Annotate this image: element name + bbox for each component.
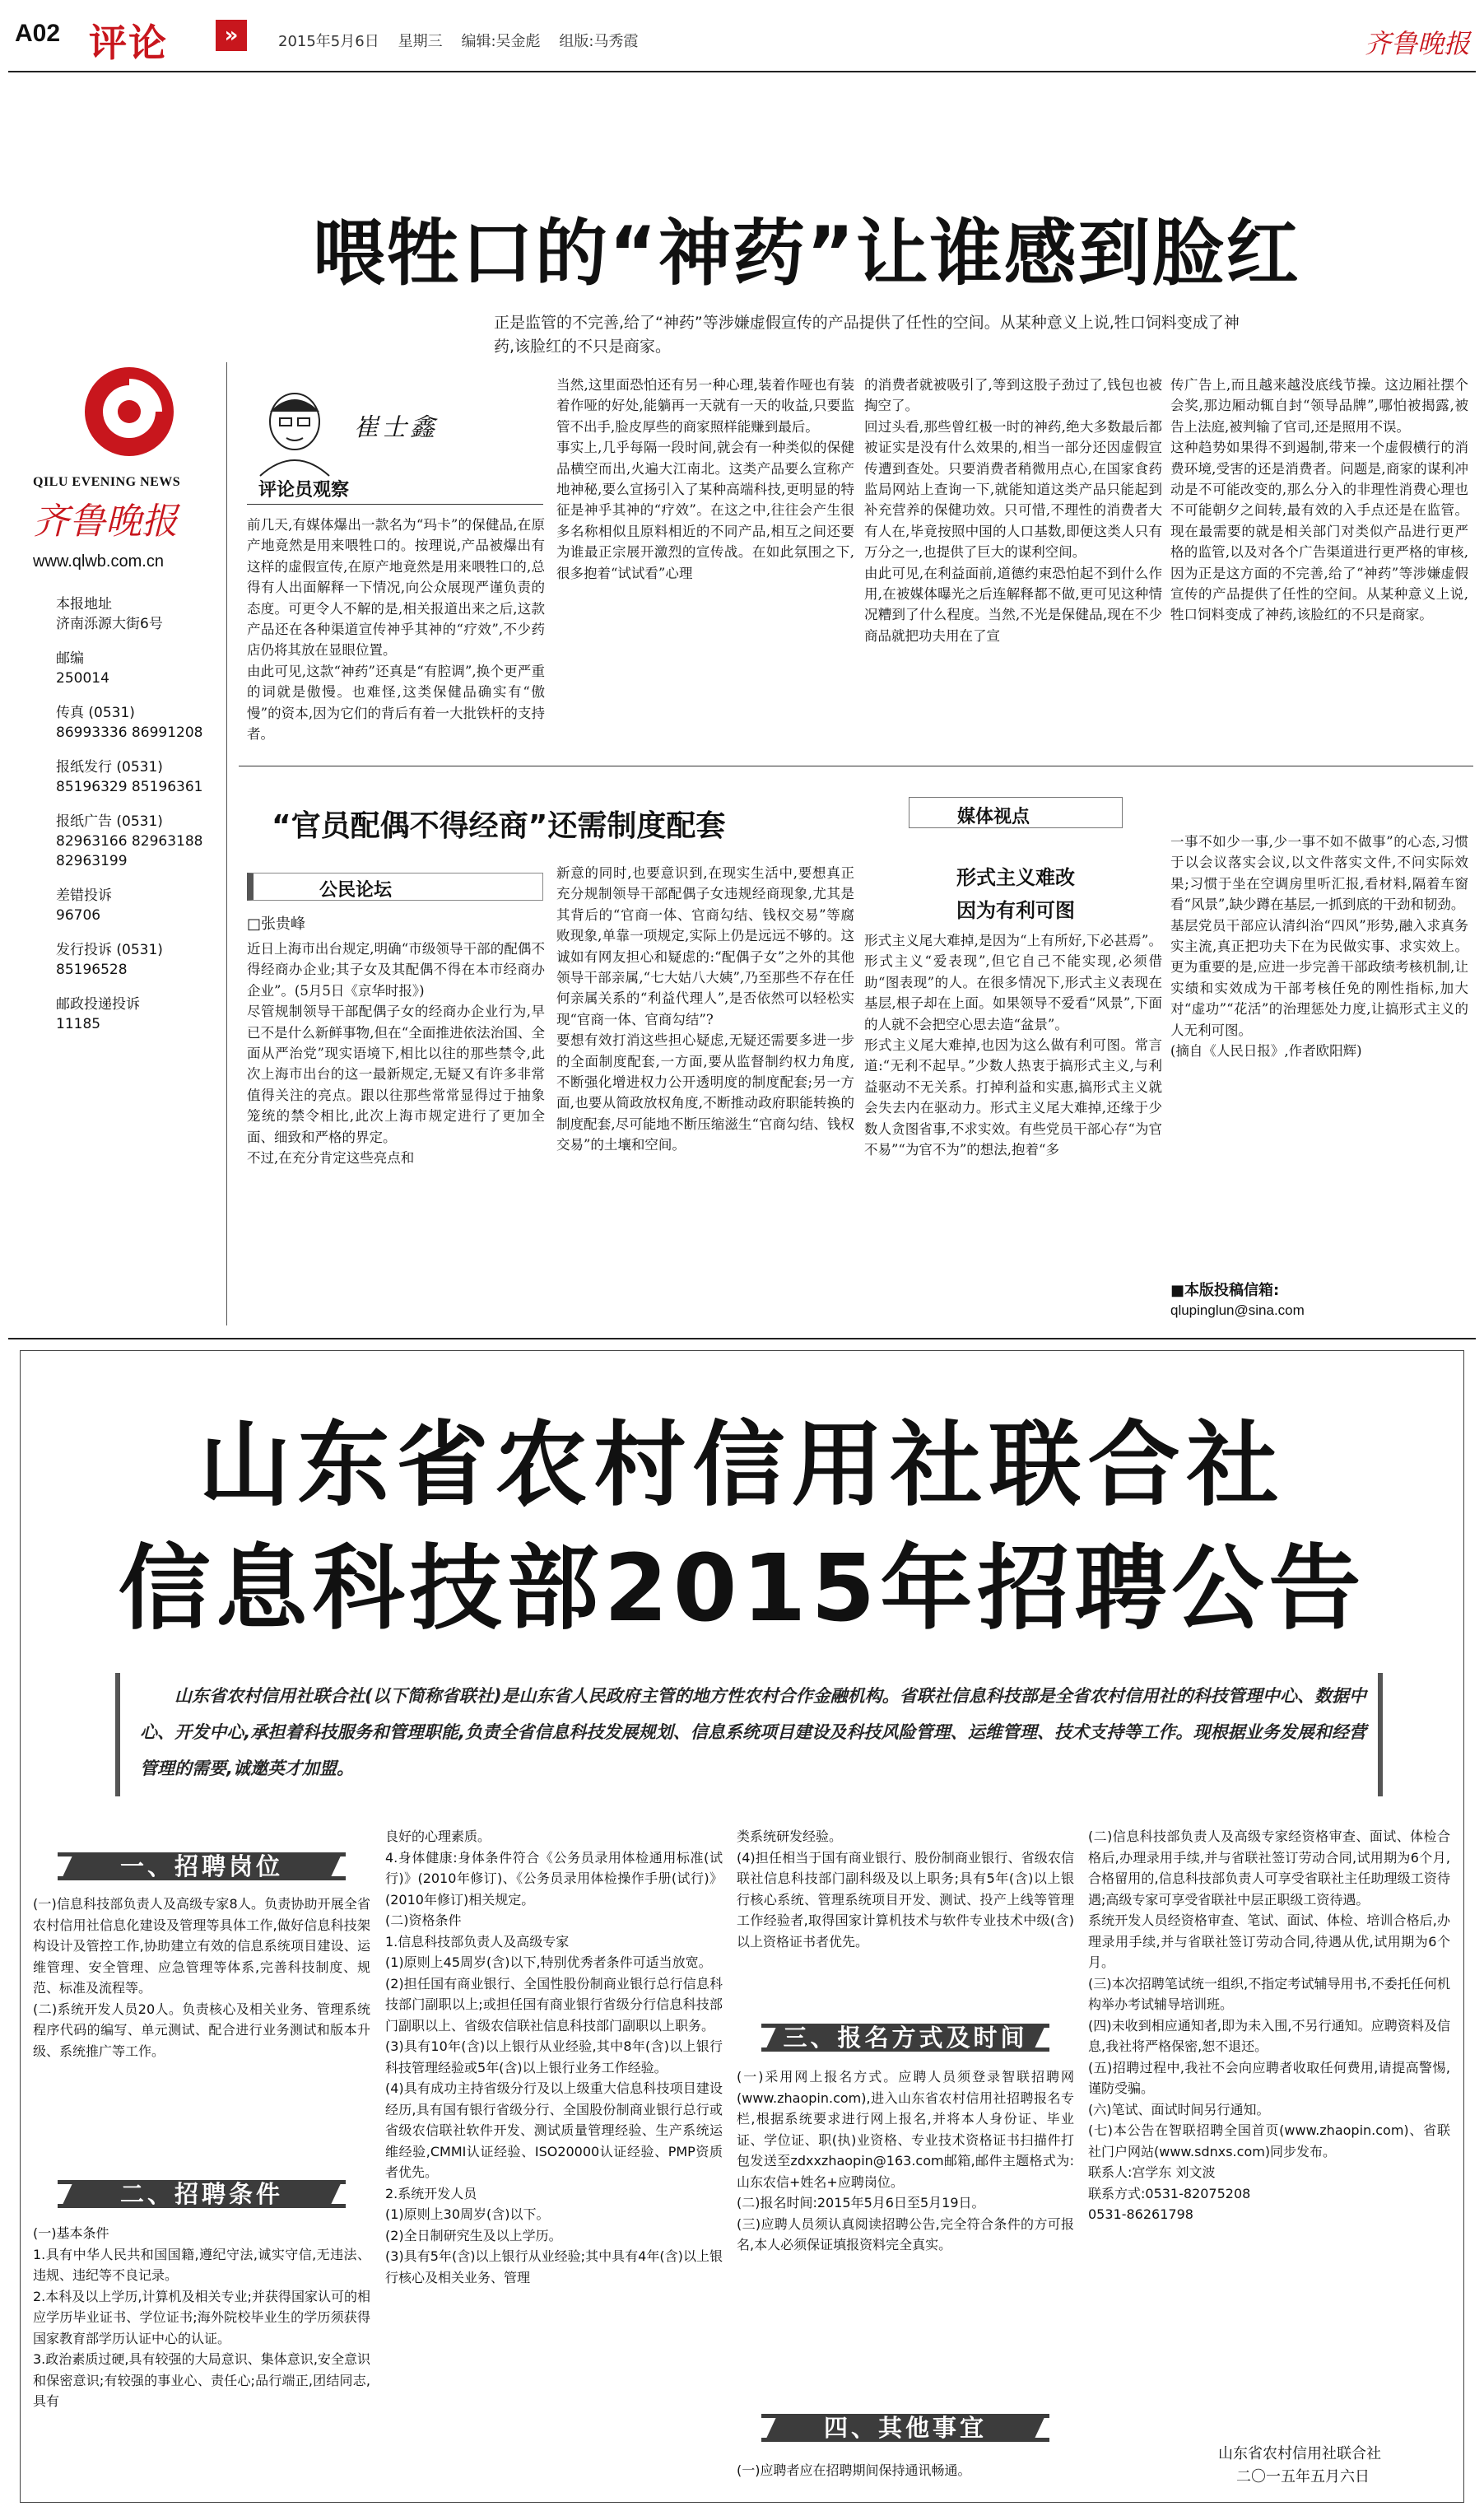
- page-header: [0, 0, 1484, 74]
- ad-col1-part2: (一)基本条件 1.具有中华人民共和国国籍,遵纪守法,诚实守信,无违法、违规、违纪等不良记录。 2.本科及以上学历,计算机及相关专业;并获得国家认可的相应学历毕业证书、学位证书;海外院校毕业生的学历须获得国家教育部学历认证中心的认证。 3.政治素质过硬,具有较强的大局意识、集体意识,安全意识和保密意识;有较强的事业心、责任心;品行端正,团结同志,具有: [33, 2225, 370, 2409]
- paper-name-en: QILU EVENING NEWS: [33, 475, 181, 489]
- header-logo: 齐鲁晚报: [1365, 28, 1471, 59]
- article3-col1: 形式主义尾大难掉,是因为“上有所好,下必甚焉”。形式主义“爱表现”,但它自己不能实现,必须借助“图表现”的人。在很多情况下,形式主义表现在基层,根子却在上面。如果领导不爱看“风景”,下面的人就不会把空心思去造“盆景”。 形式主义尾大难掉,也因为这么做有利可图。常言道:“无利不起早。”少数人热衷于搞形式主义,与利益驱动不无关系。打掉利益和实惠,搞形式主义就会失去内在驱动力。形式主义尾大难掉,还缘于少数人贪图省事,不求实效。有些党员干部心存“为官不易”“为官不为”的想法,抱着“多: [864, 933, 1162, 1158]
- ad-intro-box: [115, 1673, 1383, 1796]
- article3-column-label: 媒体视点: [909, 797, 1123, 828]
- paper-url: www.qlwb.com.cn: [33, 552, 164, 571]
- ad-signature: 山东省农村信用社联合社: [1218, 2445, 1381, 2462]
- section-divider: [8, 1338, 1476, 1339]
- article3-col2: 一事不如少一事,少一事不如不做事”的心态,习惯于以会议落实会议,以文件落实文件,不问实际效果;习惯于坐在空调房里听汇报,看材料,隔着车窗看“风景”,缺少蹲在基层,一抓到底的干劲和韧劲。 基层党员干部应认清纠治“四风”形势,融入求真务实主流,真正把功夫下在为民做实事、求实效上。更为重要的是,应进一步完善干部政绩考核机制,让实绩和实效成为干部考核任免的刚性指标,加大对“虚功”“花活”的治理惩处力度,让搞形式主义的人无利可图。 (摘自《人民日报》,作者欧阳辉): [1170, 834, 1468, 1060]
- column-label: 评论员观察: [258, 480, 350, 501]
- sidebar-item: 邮政投递投诉 11185: [56, 996, 140, 1032]
- main-article-col4: 传广告上,而且越来越没底线节操。这边厢社摆个会奖,那边厢动辄自封“领导品牌”,哪怕被揭露,被告上法庭,被判输了官司,还是照用不误。 这种趋势如果得不到遏制,带来一个虚假横行的消费环境,受害的还是消费者。问题是,商家的谋利冲动是不可能改变的,那么分入的非理性消费心理也不可能朝夕之间转,最有效的入手点还是在监管。现在最需要的就是相关部门对类似产品进行更严格的监管,以及对各个广告渠道进行更严格的审核,因为正是这方面的不完善,给了“神药”等涉嫌虚假宣传的产品提供了任性的空间。从某种意义上说,牲口饲料变成了神药,该脸红的不只是商家。: [1170, 377, 1468, 623]
- sidebar-item: 报纸广告 (0531) 82963166 82963188 82963199: [56, 813, 203, 869]
- main-deck: 正是监管的不完善,给了“神药”等涉嫌虚假宣传的产品提供了任性的空间。从某种意义上说,牲口饲料变成了神药,该脸红的不只是商家。: [494, 314, 1240, 356]
- ad-title-line1: 山东省农村信用社联合社: [198, 1412, 1286, 1519]
- contact-email: qlupinglun@sina.com: [1170, 1302, 1305, 1318]
- main-article-col3: 的消费者就被吸引了,等到这股子劲过了,钱包也被掏空了。 回过头看,那些曾红极一时的神药,绝大多数最后都被证实是没有什么效果的,相当一部分还因虚假宣传遭到查处。只要消费者稍微用点心,在国家食药监局网站上查询一下,就能知道这类产品只能起到补充营养的保健功效。只可惜,不理性的消费者大有人在,毕竟按照中国的人口基数,即便这类人只有万分之一,也提供了巨大的谋利空间。 由此可见,在利益面前,道德约束恐怕起不到什么作用,在被媒体曝光之后连解释都不做,更可见这种情况糟到了什么程度。当然,不光是保健品,现在不少商品就把功夫用在了宣: [864, 377, 1162, 644]
- ad-section-4-bar: 四、其他事宜: [761, 2414, 1049, 2442]
- sidebar-item: 发行投诉 (0531) 85196528: [56, 942, 163, 978]
- article3-headline-1: 形式主义难改: [956, 866, 1075, 889]
- article2-col2: 新意的同时,也要意识到,在现实生活中,要想真正充分规制领导干部配偶子女违规经商现象,尤其是其背后的“官商一体、官商勾结、钱权交易”等腐败现象,单靠一项规定,实际上仍是远远不够的。这诚如有网友担心和疑虑的:“配偶子女”之外的其他领导干部亲属,“七大姑八大姨”,乃至那些不存在任何亲属关系的“利益代理人”,是否依然可以轻松实现“官商一体、官商勾结”? 要想有效打消这些担心疑虑,无疑还需要多进一步的全面制度配套,一方面,要从监督制约权力角度,不断强化增进权力公开透明度的制度配套;另一方面,也要从简政放权角度,不断推动政府职能转换的制度配套,尽可能地不断压缩滋生“官商勾结、钱权交易”的土壤和空间。: [556, 865, 854, 1153]
- author-signature: 崔士鑫: [354, 413, 438, 442]
- section-arrow-icon: »: [216, 20, 247, 51]
- article2-column-label: 公民论坛: [247, 873, 543, 901]
- column-label-rule: [247, 504, 543, 505]
- main-article-col2: 当然,这里面恐怕还有另一种心理,装着作哑也有装着作哑的好处,能躺再一天就有一天的收益,只要监管不出手,脸皮厚些的商家照样能赚到最后。 事实上,几乎每隔一段时间,就会有一种类似的保健品横空而出,火遍大江南北。这类产品要么宣称产地神秘,要么宣扬引入了某种高端科技,更明显的特征是神乎其神的“疗效”。在这之中,往往会产生很多名称相似且原料相近的不同产品,相互之间还要为谁最正宗展开激烈的宣传战。在如此氛围之下,很多抱着“试试看”心理: [556, 377, 854, 581]
- ad-section-1-bar: 一、招聘岗位: [58, 1852, 346, 1880]
- sidebar-item: 本报地址 济南泺源大街6号: [56, 596, 163, 632]
- paper-name-cn: 齐鲁晚报: [33, 501, 178, 543]
- ad-intro: 山东省农村信用社联合社(以下简称省联社)是山东省人民政府主管的地方性农村合作金融机构。省联社信息科技部是全省农村信用社的科技管理中心、数据中心、开发中心,承担着科技服务和管理职能,负责全省信息科技发展规划、信息系统项目建设及科技风险管理、运维管理、技术支持等工作。现根据业务发展和经营管理的需要,诚邀英才加盟。: [140, 1686, 1366, 1778]
- article2-col1: 近日上海市出台规定,明确“市级领导干部的配偶不得经商办企业;其子女及其配偶不得在本市经商办企业”。(5月5日《京华时报》) 尽管规制领导干部配偶子女的经商办企业行为,早已不是什么新鲜事物,但在“全面推进依法治国、全面从严治党”现实语境下,相比以往的那些禁令,此次上海市出台的这一最新规定,无疑又有许多非常值得关注的亮点。跟以往那些常常显得过于抽象笼统的禁令相比,此次上海市规定进行了更加全面、细致和严格的界定。 不过,在充分肯定这些亮点和: [247, 941, 545, 1167]
- page-number: A02: [15, 20, 61, 47]
- ad-col2: 良好的心理素质。 4.身体健康:身体条件符合《公务员录用体检通用标准(试行)》(2010年修订)、《公务员录用体检操作手册(试行)》(2010年修订)相关规定。 (二)资格条件 1.信息科技部负责人及高级专家 (1)原则上45周岁(含)以下,特别优秀者条件可适当放宽。 (2)担任国有商业银行、全国性股份制商业银行总行信息科技部门副职以上;或担任国有商业银行省级分行信息科技部门副职以上、省级农信联社信息科技部门副职以上职务。 (3)具有10年(含)以上银行从业经验,其中8年(含)以上银行科技管理经验或5年(含)以上银行业务工作经验。 (4)具有成功主持省级分行及以上级重大信息科技项目建设经历,具有国有银行省级分行、全国股份制商业银行总行或省级农信联社软件开发、测试质量管理经验、生产系统运维经验,CMMI认证经验、ISO20000认证经验、PMP资质者优先。 2.系统开发人员 (1)原则上30周岁(含)以下。 (2)全日制研究生及以上学历。 (3)具有5年(含)以上银行从业经验;其中具有4年(含)以上银行核心及相关业务、管理: [385, 1829, 723, 2285]
- article2-author: □张贵峰: [247, 915, 306, 933]
- ad-col3-part1: 类系统研发经验。 (4)担任相当于国有商业银行、股份制商业银行、省级农信联社信息科技部门副科级及以上职务;具有5年(含)以上银行核心系统、管理系统项目开发、测试、投产上线等管理工作经验者,取得国家计算机技术与软件专业技术中级(含)以上资格证书者优先。: [737, 1829, 1074, 1950]
- ad-section-3-bar: 三、报名方式及时间: [761, 2024, 1049, 2052]
- sidebar-item: 传真 (0531) 86993336 86991208: [56, 705, 203, 741]
- ad-title-line2: 信息科技部2015年招聘公告: [118, 1535, 1366, 1642]
- sidebar-divider: [226, 362, 227, 1325]
- paper-logo-icon: [76, 358, 183, 465]
- main-article-col1: 前几天,有媒体爆出一款名为“玛卡”的保健品,在原产地竟然是用来喂牲口的。按理说,产品被爆出有这样的虚假宣传,在原产地竟然是用来喂牲口的,总得有人出面解释一下情况,向公众展现严谨负责的态度。可更令人不解的是,相关报道出来之后,这款产品还在各种渠道宣传神乎其神的“疗效”,不少药店仍将其放在显眼位置。 由此可见,这款“神药”还真是“有腔调”,换个更严重的词就是傲慢。也难怪,这类保健品确实有“傲慢”的资本,因为它们的背后有着一大批铁杆的支持者。: [247, 517, 545, 743]
- ad-col1-part1: (一)信息科技部负责人及高级专家8人。负责协助开展全省农村信用社信息化建设及管理等具体工作,做好信息科技架构设计及管控工作,协助建立有效的信息系统项目建设、运维管理、安全管理、应急管理等体系,完善科技制度、规范、标准及流程等。 (二)系统开发人员20人。负责核心及相关业务、管理系统程序代码的编写、单元测试、配合进行业务测试和版本升级、系统推广等工作。: [33, 1896, 370, 2059]
- article2-headline: “官员配偶不得经商”还需制度配套: [272, 809, 726, 843]
- sidebar: [33, 358, 206, 1049]
- section-name: 评论: [89, 21, 168, 65]
- header-meta: 2015年5月6日 星期三 编辑:吴金彪 组版:马秀霞: [278, 33, 639, 50]
- sidebar-item: 差错投诉 96706: [56, 887, 112, 924]
- article3-headline-2: 因为有利可图: [956, 899, 1075, 922]
- ad-section-2-bar: 二、招聘条件: [58, 2180, 346, 2208]
- ad-date: 二〇一五年五月六日: [1236, 2468, 1370, 2485]
- header-rule: [8, 71, 1476, 72]
- ad-col3-part2: (一)采用网上报名方式。应聘人员须登录智联招聘网(www.zhaopin.com),进入山东省农村信用社招聘报名专栏,根据系统要求进行网上报名,并将本人身份证、毕业证、学位证、职(执)业资格、专业技术资格证书扫描件打包发送至zdxxzhaopin@163.com邮箱,邮件主题格式为:山东农信+姓名+应聘岗位。 (二)报名时间:2015年5月6日至5月19日。 (三)应聘人员须认真阅读招聘公告,完全符合条件的方可报名,本人必须保证填报资料完全真实。: [737, 2069, 1074, 2252]
- sidebar-item: 邮编 250014: [56, 650, 109, 687]
- main-headline: 喂牲口的“神药”让谁感到脸红: [313, 211, 1300, 296]
- ad-col3-part3: (一)应聘者应在招聘期间保持通讯畅通。: [737, 2462, 971, 2478]
- sidebar-item: 报纸发行 (0531) 85196329 85196361: [56, 759, 203, 795]
- author-portrait: [244, 387, 347, 478]
- contact-label: ■本版投稿信箱:: [1170, 1282, 1280, 1299]
- ad-col4: (二)信息科技部负责人及高级专家经资格审查、面试、体检合格后,办理录用手续,并与省联社签订劳动合同,试用期为6个月,合格留用的,信息科技部负责人可享受省联社主任助理级工资待遇;高级专家可享受省联社中层正职级工资待遇。 系统开发人员经资格审查、笔试、面试、体检、培训合格后,办理录用手续,并与省联社签订劳动合同,待遇从优,试用期为6个月。 (三)本次招聘笔试统一组织,不指定考试辅导用书,不委托任何机构举办考试辅导培训班。 (四)未收到相应通知者,即为未入围,不另行通知。应聘资料及信息,我社将严格保密,恕不退还。 (五)招聘过程中,我社不会向应聘者收取任何费用,请提高警惕,谨防受骗。 (六)笔试、面试时间另行通知。 (七)本公告在智联招聘全国首页(www.zhaopin.com)、省联社门户网站(www.sdnxs.com)同步发布。 联系人:宫学东 刘文波 联系方式:0531-82075208 0531-86261798: [1088, 1829, 1450, 2222]
- sidebar-info-list: [33, 594, 206, 1034]
